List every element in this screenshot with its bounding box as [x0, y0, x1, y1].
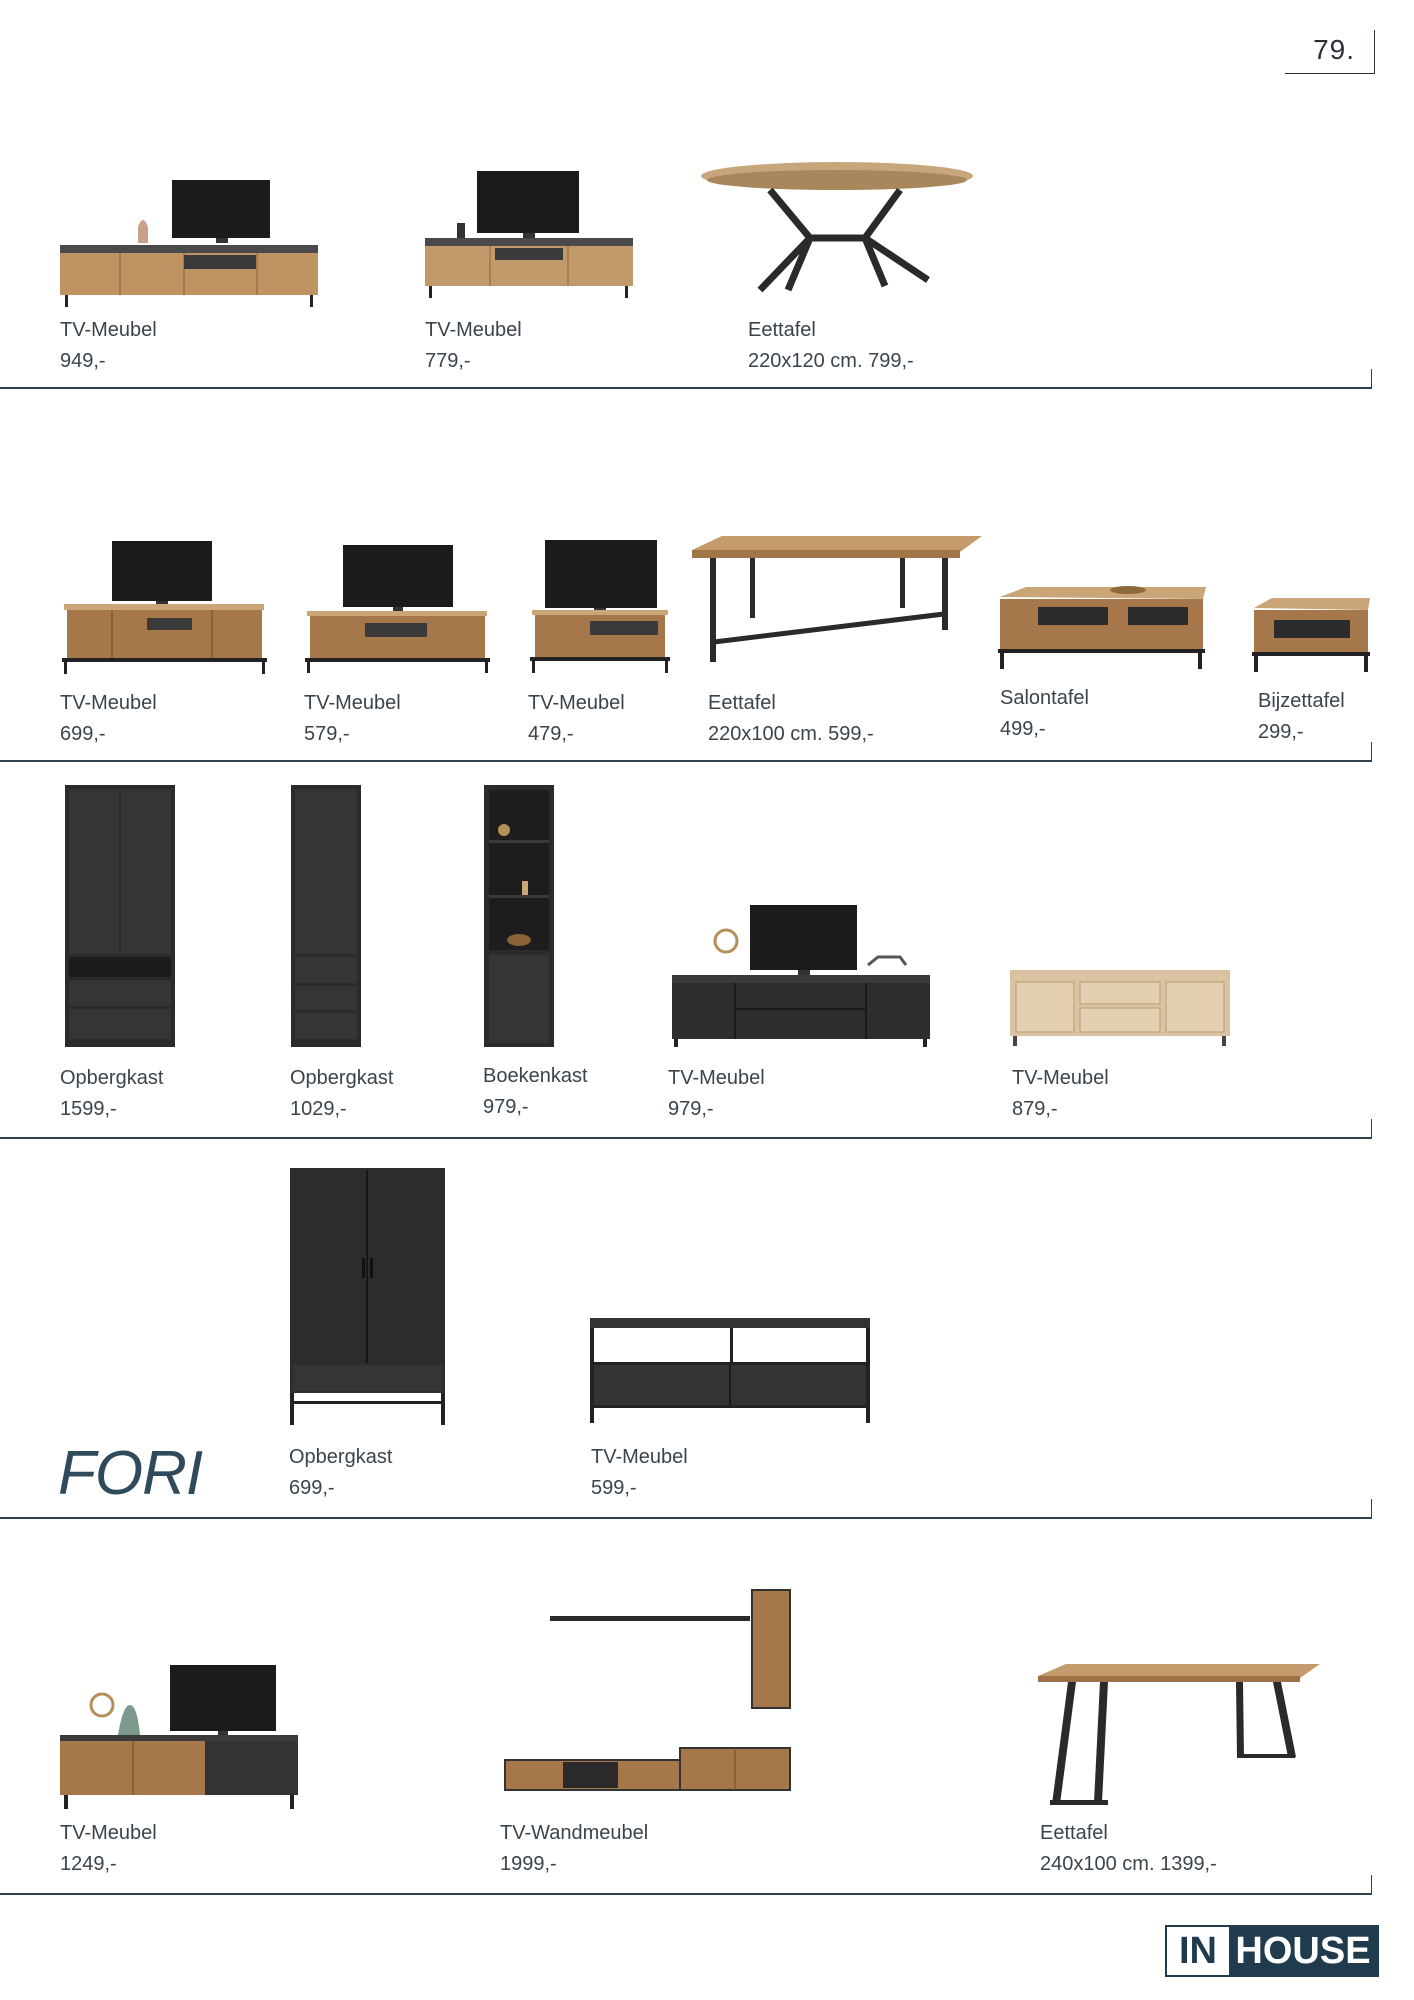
product-image-tv-meubel-3	[62, 538, 267, 678]
product-image-eettafel-large	[1038, 1662, 1320, 1812]
product-image-bijzettafel	[1252, 598, 1372, 678]
row-separator	[0, 387, 1372, 389]
row-separator	[0, 1137, 1372, 1139]
product-price: 979,-	[668, 1098, 714, 1120]
product-item	[1000, 683, 1089, 745]
product-name: TV-Meubel	[304, 692, 401, 714]
product-name: Eettafel	[708, 692, 776, 714]
product-item	[500, 1818, 648, 1880]
product-image-eettafel-rect	[692, 532, 982, 672]
product-price: 499,-	[1000, 718, 1046, 740]
product-price: 779,-	[425, 350, 471, 372]
product-name: TV-Meubel	[668, 1067, 765, 1089]
product-name: TV-Wandmeubel	[500, 1822, 649, 1844]
product-item	[483, 1061, 588, 1123]
product-name: Boekenkast	[483, 1065, 588, 1087]
product-item	[528, 688, 625, 750]
product-item	[304, 688, 401, 750]
product-image-tv-meubel-7	[1010, 970, 1232, 1050]
product-price: 949,-	[60, 350, 106, 372]
product-name: Opbergkast	[60, 1067, 164, 1089]
product-item	[591, 1442, 688, 1504]
product-item	[1012, 1063, 1109, 1125]
product-image-tv-wandmeubel	[505, 1590, 795, 1805]
product-price: 699,-	[60, 723, 106, 745]
product-price: 240x100 cm. 1399,-	[1040, 1853, 1217, 1875]
product-item	[425, 315, 522, 377]
product-name: TV-Meubel	[591, 1446, 688, 1468]
page-number-underline	[1285, 73, 1375, 75]
product-item	[1258, 686, 1345, 748]
product-name: TV-Meubel	[528, 692, 625, 714]
product-item	[60, 688, 157, 750]
brand-logo	[1165, 1925, 1379, 1977]
product-price: 879,-	[1012, 1098, 1058, 1120]
product-image-tv-meubel-5	[530, 538, 670, 678]
product-name: TV-Meubel	[60, 319, 157, 341]
product-image-eettafel-oval	[700, 158, 975, 298]
product-image-opbergkast-2	[291, 785, 363, 1050]
product-name: Salontafel	[1000, 687, 1089, 709]
product-name: Opbergkast	[289, 1446, 393, 1468]
brand-logo-part2: HOUSE	[1229, 1927, 1377, 1975]
product-item	[668, 1063, 765, 1125]
product-image-opbergkast-fori	[290, 1168, 448, 1430]
row-separator	[0, 1893, 1372, 1895]
product-price: 979,-	[483, 1096, 529, 1118]
product-item	[60, 1818, 157, 1880]
product-image-salontafel	[998, 585, 1208, 675]
product-name: Bijzettafel	[1258, 690, 1345, 712]
page-number-vertical-rule	[1374, 30, 1376, 74]
product-name: TV-Meubel	[425, 319, 522, 341]
product-price: 1249,-	[60, 1853, 117, 1875]
row-separator	[0, 1517, 1372, 1519]
product-name: Opbergkast	[290, 1067, 394, 1089]
product-image-tv-meubel-6	[670, 905, 932, 1050]
product-name: TV-Meubel	[60, 692, 157, 714]
product-item	[708, 688, 874, 750]
product-item	[748, 315, 914, 377]
product-image-tv-meubel-2	[425, 168, 635, 293]
product-price: 220x120 cm. 799,-	[748, 350, 914, 372]
product-price: 1599,-	[60, 1098, 117, 1120]
product-price: 699,-	[289, 1477, 335, 1499]
product-name: TV-Meubel	[1012, 1067, 1109, 1089]
product-item	[289, 1442, 392, 1504]
product-price: 479,-	[528, 723, 574, 745]
product-image-tv-meubel-fori	[590, 1318, 872, 1428]
product-item	[60, 1063, 163, 1125]
page-number	[1285, 30, 1375, 74]
product-image-tv-meubel-8	[58, 1665, 300, 1810]
page-number-text: 79.	[1313, 34, 1355, 65]
row-separator	[0, 760, 1372, 762]
brand-logo-part1: IN	[1167, 1927, 1229, 1975]
product-name: Eettafel	[748, 319, 816, 341]
product-name: Eettafel	[1040, 1822, 1108, 1844]
product-price: 299,-	[1258, 721, 1304, 743]
product-image-tv-meubel-1	[60, 175, 320, 300]
product-image-tv-meubel-4	[305, 545, 490, 675]
product-name: TV-Meubel	[60, 1822, 157, 1844]
product-item	[60, 315, 157, 377]
product-image-boekenkast	[484, 785, 556, 1050]
product-item	[290, 1063, 393, 1125]
product-price: 1999,-	[500, 1853, 557, 1875]
product-price: 579,-	[304, 723, 350, 745]
product-price: 599,-	[591, 1477, 637, 1499]
product-price: 220x100 cm. 599,-	[708, 723, 874, 745]
product-item	[1040, 1818, 1217, 1880]
product-price: 1029,-	[290, 1098, 347, 1120]
product-image-opbergkast-1	[65, 785, 177, 1050]
collection-label: FORI	[58, 1439, 203, 1508]
